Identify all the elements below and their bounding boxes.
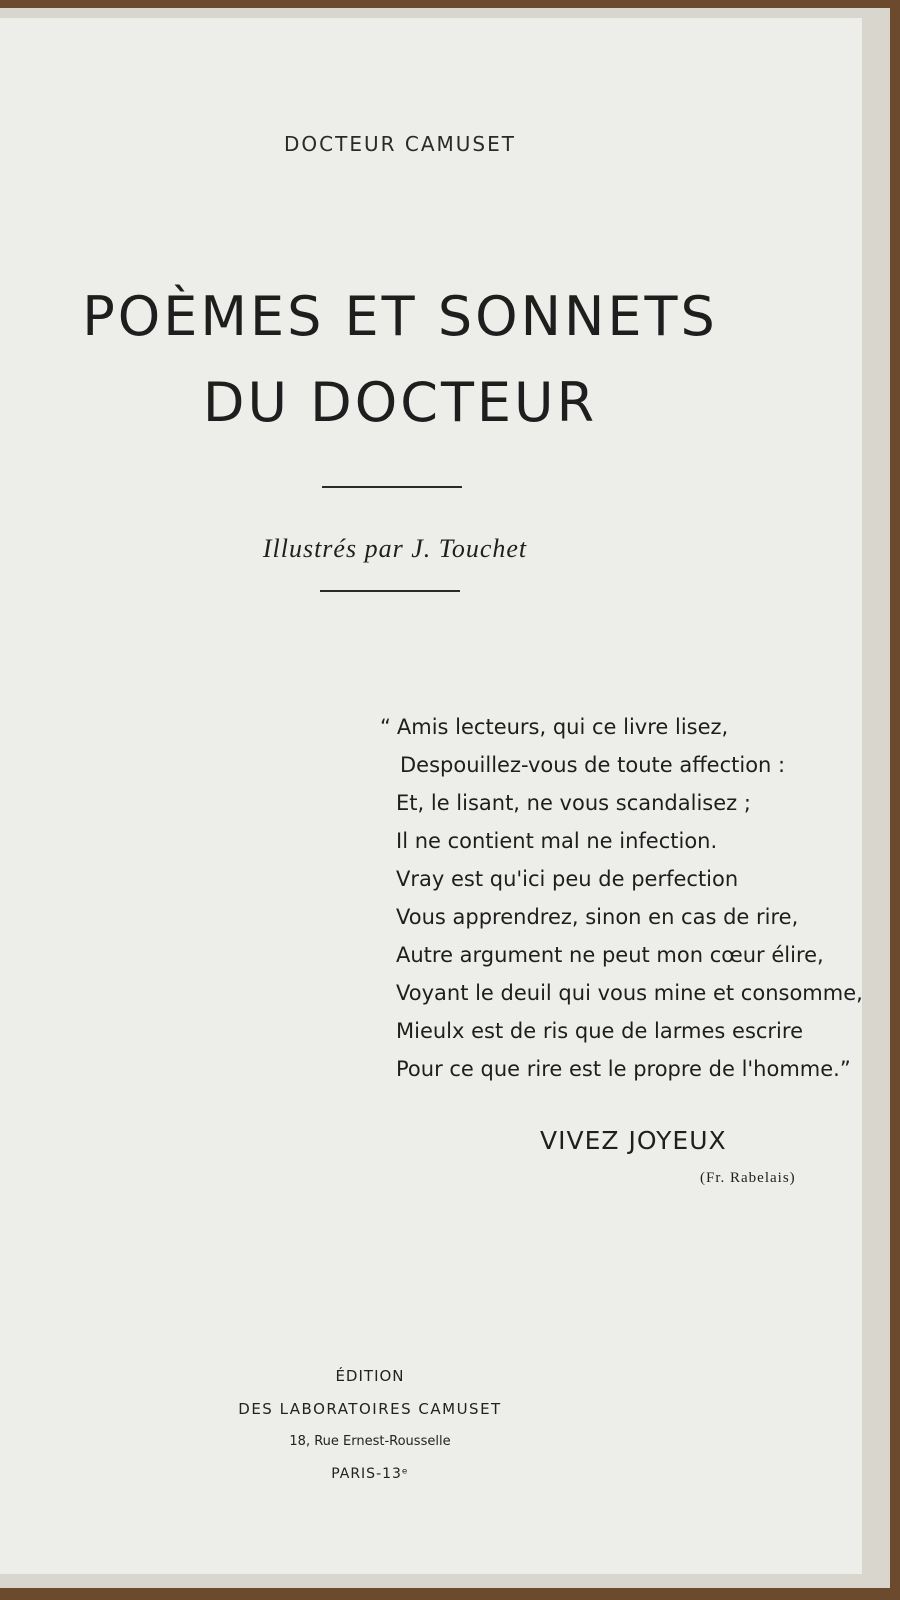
open-quote: “ <box>380 715 391 739</box>
epigraph <box>380 708 863 1088</box>
author-name: DOCTEUR CAMUSET <box>284 132 516 156</box>
epigraph-line: Pour ce que rire est le propre de l'homme.” <box>396 1057 851 1081</box>
epigraph-line: “ Amis lecteurs, qui ce livre lisez, <box>380 715 729 739</box>
publisher-city: PARIS-13ᵉ <box>331 1466 409 1482</box>
epigraph-source: (Fr. Rabelais) <box>700 1170 796 1186</box>
epigraph-line: Autre argument ne peut mon cœur élire, <box>396 943 824 967</box>
epigraph-motto: VIVEZ JOYEUX <box>540 1126 727 1155</box>
publisher-name: DES LABORATOIRES CAMUSET <box>238 1400 502 1418</box>
title-line-2: DU DOCTEUR <box>202 371 598 434</box>
illustrator-credit: Illustrés par J. Touchet <box>262 534 528 563</box>
publisher-edition: ÉDITION <box>335 1367 405 1385</box>
title-page <box>0 18 862 1574</box>
epigraph-line: Vray est qu'ici peu de perfection <box>396 867 739 891</box>
epigraph-line: Mieulx est de ris que de larmes escrire <box>396 1019 803 1043</box>
epigraph-line: Il ne contient mal ne infection. <box>396 829 718 853</box>
epigraph-line: Despouillez-vous de toute affection : <box>400 753 786 777</box>
divider-bottom <box>320 590 460 592</box>
publisher-address: 18, Rue Ernest-Rousselle <box>289 1434 451 1449</box>
epigraph-line: Voyant le deuil qui vous mine et consomme, <box>396 981 863 1005</box>
epigraph-line: Et, le lisant, ne vous scandalisez ; <box>396 791 751 815</box>
divider-top <box>322 486 462 488</box>
title-line-1: POÈMES ET SONNETS <box>82 285 718 348</box>
publisher-block <box>0 1360 740 1490</box>
epigraph-line: Vous apprendrez, sinon en cas de rire, <box>396 905 799 929</box>
